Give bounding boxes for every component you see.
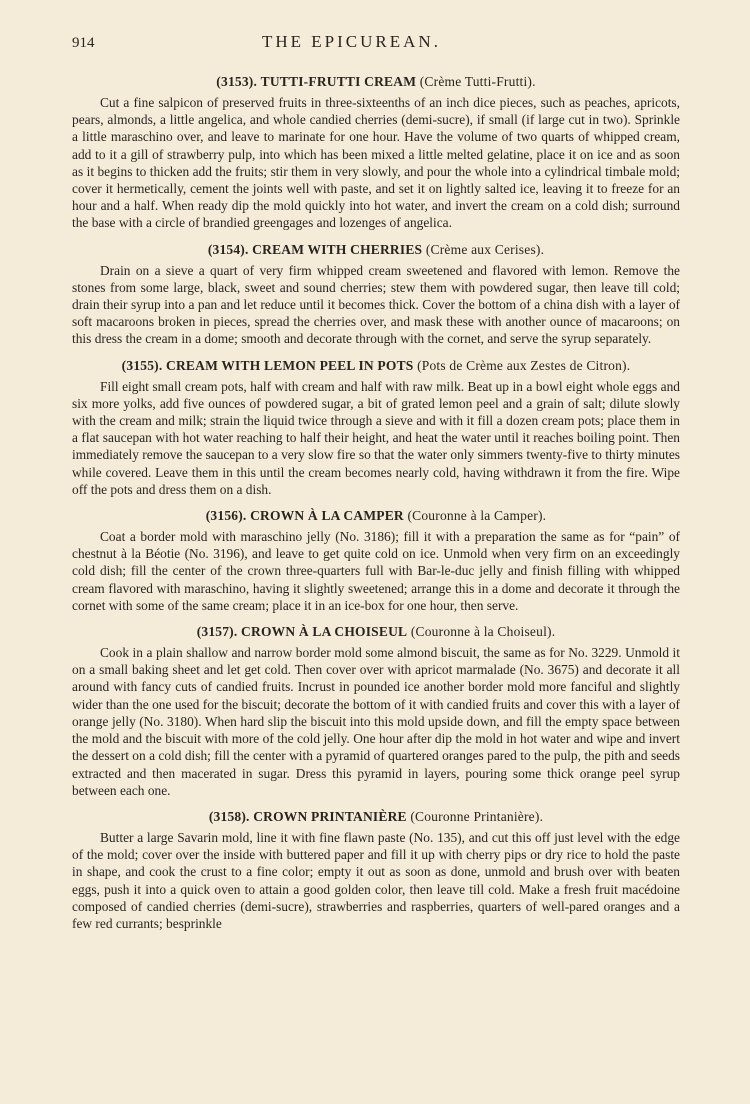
recipe-3155 <box>72 358 680 498</box>
recipe-name: CREAM WITH LEMON PEEL IN POTS <box>166 357 414 373</box>
recipe-number: (3155). <box>121 357 163 373</box>
recipe-title <box>72 242 680 258</box>
recipe-text: Coat a border mold with maraschino jelly (No. 3186); fill it with a preparation the same as for “pain” of chestnut à la Béotie (No. 3196), and leave to get quite cold on ice. Unmold when very firm on an exceedingly cold dish; fill the center of the crown three-quarters full with Bar-le-duc jelly and finish filling with whipped cream flavored with maraschino, having it slightly sweetened; arrange this in a dome and decorate it through the cornet with some of the same cream; place it in an ice-box for one hour, then serve. <box>72 529 680 613</box>
running-head <box>72 32 680 56</box>
page-number: 914 <box>72 35 95 51</box>
recipe-french-name: (Crème Tutti-Frutti). <box>419 74 536 89</box>
recipe-3158 <box>72 809 680 932</box>
recipe-name: CROWN À LA CHOISEUL <box>241 624 408 640</box>
running-title: THE EPICUREAN. <box>262 32 441 51</box>
recipe-text: Cook in a plain shallow and narrow border mold some almond biscuit, the same as for No. 3229. Unmold it on a small baking sheet and let get cold. Then cover over with apricot marmalade (No. 3675) and decorate it all around with fancy cuts of candied fruits. Incrust in pounded ice another border mold more fanciful and slightly wider than the one used for the biscuit; decorate the bottom of it with candied fruits and cover this with a layer of orange jelly (No. 3180). When hard slip the biscuit into this mold upside down, and fill the empty space between the mold and the biscuit with more of the cold jelly. One hour after dip the mold in hot water and wipe and invert the dessert on a cold dish; fill the center with a pyramid of quartered oranges pared to the pulp, the pith and seeds extracted and then macerated in sugar. Dress this pyramid in layers, pouring some thick orange peel syrup between each one. <box>72 645 680 798</box>
recipe-text: Fill eight small cream pots, half with cream and half with raw milk. Beat up in a bowl eight whole eggs and six more yolks, add five ounces of powdered sugar, a bit of grated lemon peel and a grain of salt; dilute slowly with the cream and milk; strain the liquid twice through a sieve and with it fill a dozen cream pots; place them in a flat saucepan with hot water reaching to half their height, and heat the water until it reaches boiling point. Then immediately remove the saucepan to a very slow fire so that the water only simmers twenty-five to thirty minutes while covered. Leave them in this until the cream becomes nearly cold, having withdrawn it from the fire. Wipe off the pots and dress them on a dish. <box>72 378 680 497</box>
recipe-title <box>72 624 680 640</box>
recipe-text: Butter a large Savarin mold, line it with fine flawn paste (No. 135), and cut this off just level with the edge of the mold; cover over the inside with buttered paper and fill it up with cherry pips or dry rice to hold the paste in shape, and cook the crust to a fine color; empty it out as soon as done, unmold and brush over with beaten eggs, push it into a quick oven to attain a good golden color, then leave till cold. Make a fresh fruit macédoine composed of candied cherries (demi-sucre), strawberries and raspberries, quarters of well-pared oranges and a few red currants; besprinkle <box>72 829 680 931</box>
recipe-name: CREAM WITH CHERRIES <box>252 241 423 257</box>
recipe-number: (3156). <box>205 508 247 524</box>
recipe-3157 <box>72 624 680 799</box>
recipe-title <box>72 508 680 524</box>
recipe-3154 <box>72 242 680 348</box>
recipe-name: CROWN PRINTANIÈRE <box>253 808 407 824</box>
recipe-title <box>72 74 680 90</box>
recipe-number: (3153). <box>216 74 258 89</box>
recipe-french-name: (Couronne à la Choiseul). <box>410 624 556 640</box>
recipe-title <box>72 809 680 825</box>
recipe-number: (3154). <box>207 241 249 257</box>
recipe-text: Drain on a sieve a quart of very firm whipped cream sweetened and flavored with lemon. Remove the stones from some large, black, sweet and sound cherries; stew them with powdered sugar, then leave till cold; drain their syrup into a pan and let reduce until it becomes thick. Cover the bottom of a china dish with a layer of soft macaroons broken in pieces, spread the cherries over, and mask these with another ounce of macaroons; on this dress the cream in a dome; smooth and decorate through with the cornet, and serve the syrup separately. <box>72 262 680 347</box>
recipe-text: Cut a fine salpicon of preserved fruits in three-sixteenths of an inch dice pieces, such as peaches, apricots, pears, almonds, a little angelica, and whole candied cherries (demi-sucre), if small (if large cut in two). Sprinkle a little maraschino over, and leave to marinate for one hour. Have the volume of two quarts of whipped cream, add to it a gill of strawberry pulp, into which has been mixed a little melted gelatine, place it on ice and as soon as it begins to thicken add the fruits; stir them in very slowly, and pour the whole into a cylindrical timbale mold; cover it hermetically, cement the joints well with paste, and set it on lightly salted ice, leaving it to freeze for an hour and a half. When ready dip the mold quickly into hot water, and invert the cream on a cold dish; surround the base with a circle of brandied greengages and lozenges of angelica. <box>72 95 680 231</box>
recipe-number: (3158). <box>208 808 250 824</box>
recipe-3153 <box>72 74 680 232</box>
recipe-3156 <box>72 508 680 614</box>
recipe-french-name: (Couronne à la Camper). <box>407 508 547 524</box>
recipe-name: TUTTI-FRUTTI CREAM <box>260 74 417 89</box>
recipe-french-name: (Pots de Crème aux Zestes de Citron). <box>417 357 631 373</box>
recipe-name: CROWN À LA CAMPER <box>250 508 404 524</box>
recipe-french-name: (Crème aux Cerises). <box>425 241 545 257</box>
recipe-french-name: (Couronne Printanière). <box>410 808 544 824</box>
recipe-title <box>72 358 680 374</box>
recipe-number: (3157). <box>196 624 238 640</box>
